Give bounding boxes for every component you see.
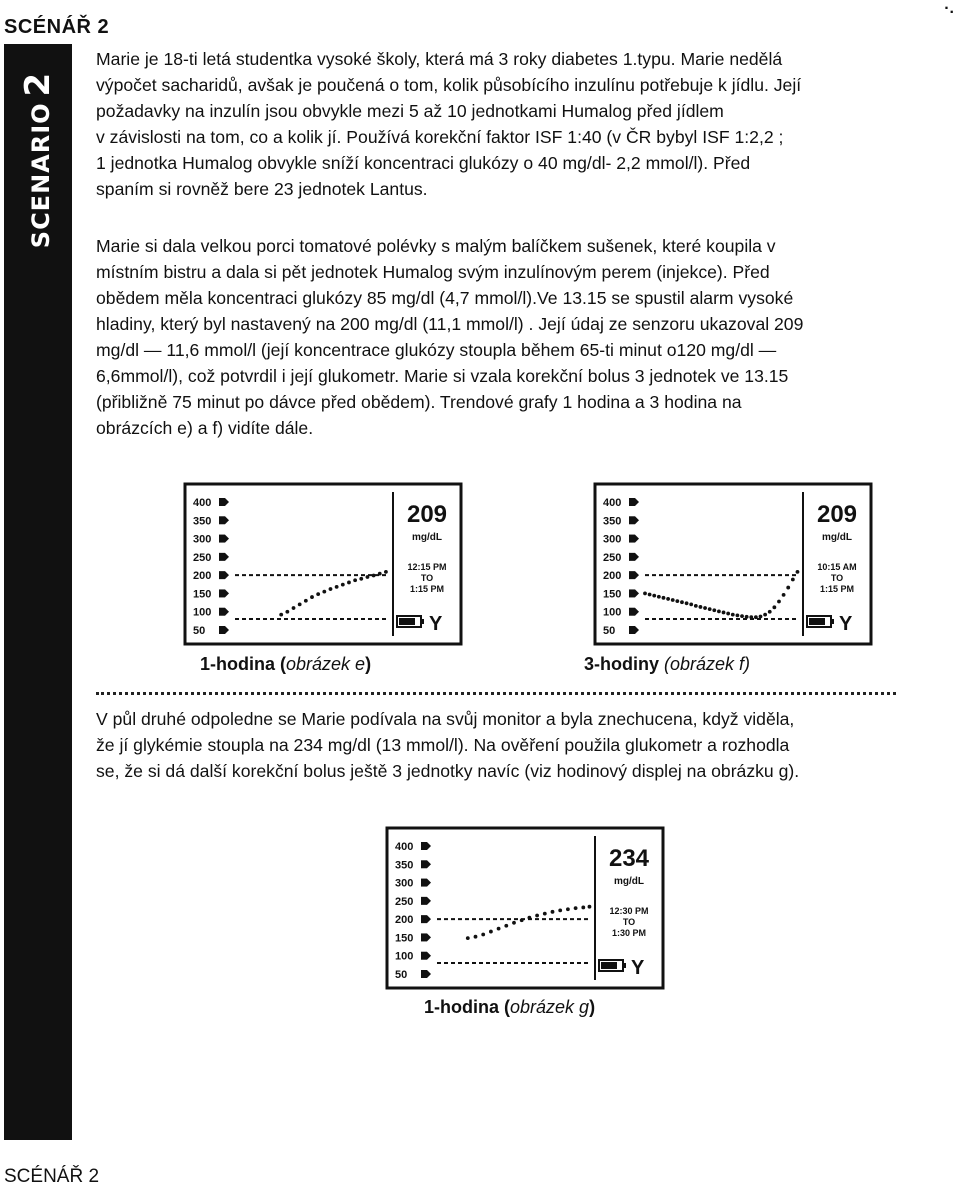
chart-1-data-point <box>763 613 767 617</box>
chart-1-data-point <box>717 609 721 613</box>
chart-2-data-point <box>474 935 478 939</box>
chart-0-y-tick-label: 100 <box>193 606 212 619</box>
text-line: spaním si rovněž bere 23 jednotek Lantus. <box>96 179 428 199</box>
chart-2-data-point <box>535 914 539 918</box>
chart-2-y-tick-label: 50 <box>395 969 408 981</box>
chart-1-data-point <box>685 601 689 605</box>
chart-1-data-point <box>712 608 716 612</box>
chart-1-data-point <box>726 612 730 616</box>
caption-e-bold: 1-hodina ( <box>200 654 286 674</box>
chart-1-data-point <box>754 615 758 619</box>
chart-1-y-tick-marker <box>629 589 635 597</box>
caption-e <box>200 654 371 675</box>
chart-2-data-point <box>574 906 578 910</box>
chart-0-time-to: 1:15 PM <box>409 584 445 594</box>
chart-2-y-tick-label: 100 <box>395 950 414 963</box>
chart-1-y-tick-marker <box>629 608 635 616</box>
corner-mark: ·. <box>944 0 954 17</box>
chart-1-data-point <box>652 594 656 598</box>
caption-g-italic: obrázek g <box>510 997 590 1017</box>
chart-2-y-tick-label: 400 <box>395 841 414 853</box>
chart-0-data-point <box>298 603 302 607</box>
chart-1-y-tick-label: 50 <box>603 625 616 637</box>
chart-0-y-tick-label: 200 <box>193 570 212 583</box>
chart-1-data-point <box>768 610 772 614</box>
text-line: výpočet sacharidů, avšak je poučená o tom, kolik působícího inzulínu potřebuje k jídlu. Její <box>96 75 802 95</box>
chart-1-y-tick-marker <box>629 498 635 506</box>
chart-1-data-point <box>777 600 781 604</box>
chart-2-data-point <box>581 906 585 910</box>
chart-1-y-tick-marker <box>629 516 635 524</box>
chart-2-trend-arrow-label: Y <box>631 957 645 979</box>
chart-2-data-point <box>512 921 516 925</box>
chart-2-y-tick-marker <box>421 897 427 905</box>
chart-2-y-tick-marker <box>421 879 427 887</box>
chart-2-data-point <box>497 927 501 931</box>
chart-0-data-point <box>279 613 283 617</box>
text-line: Marie si dala velkou porci tomatové polévky s malým balíčkem sušenek, které koupila v <box>96 236 776 256</box>
chart-1-y-tick-label: 150 <box>603 588 622 601</box>
chart-1-trend-arrow-label: Y <box>839 613 853 635</box>
cgm-display-1-hour-g <box>385 826 665 990</box>
chart-1-y-tick-marker <box>629 626 635 634</box>
caption-e-italic: obrázek e <box>286 654 366 674</box>
chart-0-data-point <box>378 572 382 576</box>
chart-2-battery-tip <box>623 963 626 968</box>
text-line: požadavky na inzulín jsou obvykle mezi 5 až 10 jednotkami Humalog před jídlem <box>96 101 724 121</box>
chart-0-y-tick-marker <box>219 516 225 524</box>
chart-0-data-point <box>322 590 326 594</box>
chart-2-y-tick-marker <box>421 860 427 868</box>
chart-0-y-tick-marker <box>219 626 225 634</box>
chart-0-y-tick-label: 50 <box>193 625 206 637</box>
chart-0-y-tick-label: 150 <box>193 588 212 601</box>
chart-1-y-tick-label: 250 <box>603 551 622 564</box>
cgm-display-1-hour-e <box>183 482 463 646</box>
text-line: Marie je 18-ti letá studentka vysoké školy, která má 3 roky diabetes 1.typu. Marie nedělá <box>96 49 783 69</box>
chart-1-data-point <box>759 615 763 619</box>
chart-1-time-to: 1:15 PM <box>819 584 855 594</box>
text-line: místním bistru a dala si pět jednotek Humalog svým inzulínovým perem (injekce). Před <box>96 262 770 282</box>
page-footer: SCÉNÁŘ 2 <box>4 1166 100 1187</box>
dotted-divider <box>96 692 896 695</box>
chart-2-data-point <box>528 916 532 920</box>
chart-0-data-point <box>341 583 345 587</box>
chart-1-time-from: 10:15 AM <box>817 562 857 572</box>
chart-0-data-point <box>316 592 320 596</box>
chart-1-battery-tip <box>831 619 834 624</box>
chart-0-data-point <box>353 578 357 582</box>
chart-2-y-tick-label: 300 <box>395 877 414 890</box>
chart-1-data-point <box>772 605 776 609</box>
chart-0-unit-label: mg/dL <box>412 532 442 543</box>
chart-1-data-point <box>699 605 703 609</box>
chart-0-y-tick-marker <box>219 589 225 597</box>
chart-1-data-point <box>708 607 712 611</box>
chart-0-y-tick-label: 400 <box>193 497 212 509</box>
caption-f-bold: 3-hodiny <box>584 654 664 674</box>
chart-2-data-point <box>520 918 524 922</box>
chart-2-time-from: 12:30 PM <box>609 906 649 916</box>
chart-0-data-point <box>372 574 376 578</box>
chart-1-data-point <box>666 597 670 601</box>
chart-1-data-point <box>731 613 735 617</box>
chart-0-data-point <box>285 610 289 614</box>
chart-0-battery-tip <box>421 619 424 624</box>
chart-2-time-to: 1:30 PM <box>611 928 647 938</box>
chart-1-data-point <box>703 606 707 610</box>
sidebar-label-text: SCENARIO <box>27 102 55 249</box>
chart-2-data-point <box>466 936 470 940</box>
text-line: (přibližně 75 minut po dávce před obědem). Trendové grafy 1 hodina a 3 hodina na <box>96 392 742 412</box>
chart-1-y-tick-label: 400 <box>603 497 622 509</box>
chart-0-y-tick-marker <box>219 498 225 506</box>
chart-0-data-point <box>292 606 296 610</box>
caption-f-italic: (obrázek f) <box>664 654 751 674</box>
sidebar-label-number: 2 <box>18 71 58 97</box>
chart-2-data-point <box>566 907 570 911</box>
chart-1-time-to-label: TO <box>830 573 844 583</box>
chart-0-y-tick-marker <box>219 608 225 616</box>
text-line: obrázcích e) a f) vidíte dále. <box>96 418 314 438</box>
chart-1-data-point <box>722 611 726 615</box>
chart-2-y-tick-marker <box>421 952 427 960</box>
caption-e-end: ) <box>365 654 372 674</box>
chart-2-y-tick-label: 250 <box>395 895 414 908</box>
chart-1-data-point <box>749 615 753 619</box>
chart-2-y-tick-marker <box>421 915 427 923</box>
caption-f <box>584 654 750 675</box>
chart-1-data-point <box>782 593 786 597</box>
paragraph-intro <box>96 46 952 202</box>
chart-0-data-point <box>310 595 314 599</box>
chart-0-y-tick-marker <box>219 535 225 543</box>
caption-g-end: ) <box>589 997 596 1017</box>
text-line: v závislosti na tom, co a kolik jí. Používá korekční faktor ISF 1:40 (v ČR bybyl ISF 1:2,2 ; <box>96 127 784 147</box>
chart-0-battery-fill <box>399 618 415 625</box>
chart-1-data-point <box>643 592 647 596</box>
chart-0-y-tick-label: 300 <box>193 533 212 546</box>
chart-2-y-tick-marker <box>421 970 427 978</box>
chart-2-glucose-reading: 234 <box>608 845 650 872</box>
chart-0-glucose-reading: 209 <box>406 501 448 528</box>
chart-0-data-point <box>366 575 370 579</box>
chart-1-y-tick-label: 350 <box>603 515 622 528</box>
chart-2-y-tick-label: 350 <box>395 859 414 872</box>
chart-1-data-point <box>736 613 740 617</box>
chart-2-y-tick-marker <box>421 933 427 941</box>
paragraph-lunch <box>96 233 952 441</box>
chart-0-data-point <box>359 577 363 581</box>
chart-0-y-tick-marker <box>219 553 225 561</box>
text-line: že jí glykémie stoupla na 234 mg/dl (13 mmol/l). Na ověření použila glukometr a rozhodla <box>96 735 790 755</box>
chart-1-data-point <box>662 596 666 600</box>
chart-1-y-tick-marker <box>629 571 635 579</box>
text-line: 1 jednotka Humalog obvykle sníží koncentraci glukózy o 40 mg/dl- 2,2 mmol/l). Před <box>96 153 751 173</box>
chart-2-data-point <box>543 912 547 916</box>
chart-0-data-point <box>335 585 339 589</box>
chart-1-data-point <box>648 593 652 597</box>
chart-1-unit-label: mg/dL <box>822 532 852 543</box>
chart-1-y-tick-label: 200 <box>603 570 622 583</box>
chart-2-unit-label: mg/dL <box>614 876 644 887</box>
chart-2-data-point <box>588 905 592 909</box>
text-line: se, že si dá další korekční bolus ještě 3 jednotky navíc (viz hodinový displej na obrázku g). <box>96 761 800 781</box>
chart-0-trend-arrow-label: Y <box>429 613 443 635</box>
chart-1-y-tick-marker <box>629 553 635 561</box>
chart-1-data-point <box>671 598 675 602</box>
text-line: mg/dl — 11,6 mmol/l (její koncentrace glukózy stoupla během 65-ti minut o120 mg/dl — <box>96 340 777 360</box>
chart-1-glucose-reading: 209 <box>816 501 858 528</box>
chart-0-time-from: 12:15 PM <box>407 562 447 572</box>
chart-1-y-tick-label: 300 <box>603 533 622 546</box>
text-line: hladiny, který byl nastavený na 200 mg/dl (11,1 mmol/l) . Její údaj ze senzoru ukazoval 209 <box>96 314 804 334</box>
chart-0-time-to-label: TO <box>420 573 434 583</box>
chart-2-data-point <box>551 910 555 914</box>
chart-1-data-point <box>745 615 749 619</box>
chart-0-data-point <box>304 599 308 603</box>
chart-2-battery-fill <box>601 962 617 969</box>
paragraph-afternoon <box>96 706 952 784</box>
chart-0-data-point <box>347 581 351 585</box>
text-line: obědem měla koncentraci glukózy 85 mg/dl (4,7 mmol/l).Ve 13.15 se spustil alarm vysoké <box>96 288 794 308</box>
caption-g <box>424 997 595 1018</box>
chart-1-data-point <box>791 578 795 582</box>
chart-2-y-tick-marker <box>421 842 427 850</box>
sidebar-label <box>6 70 70 250</box>
chart-1-y-tick-label: 100 <box>603 606 622 619</box>
chart-0-y-tick-marker <box>219 571 225 579</box>
chart-0-data-point <box>384 570 388 574</box>
chart-2-y-tick-label: 200 <box>395 914 414 927</box>
text-line: V půl druhé odpoledne se Marie podívala na svůj monitor a byla znechucena, když viděla, <box>96 709 795 729</box>
chart-0-y-tick-label: 350 <box>193 515 212 528</box>
chart-0-y-tick-label: 250 <box>193 551 212 564</box>
chart-2-data-point <box>504 924 508 928</box>
chart-1-battery-fill <box>809 618 825 625</box>
chart-1-data-point <box>796 570 800 574</box>
chart-2-time-to-label: TO <box>622 917 636 927</box>
chart-2-data-point <box>489 930 493 934</box>
chart-0-data-point <box>329 587 333 591</box>
chart-2-data-point <box>558 908 562 912</box>
caption-g-bold: 1-hodina ( <box>424 997 510 1017</box>
text-line: 6,6mmol/l), což potvrdil i její glukometr. Marie si vzala korekční bolus 3 jednotek ve 13.15 <box>96 366 789 386</box>
chart-1-data-point <box>680 600 684 604</box>
chart-1-data-point <box>675 599 679 603</box>
chart-1-data-point <box>657 595 661 599</box>
chart-2-data-point <box>481 933 485 937</box>
chart-1-data-point <box>740 614 744 618</box>
chart-1-y-tick-marker <box>629 535 635 543</box>
page-header: SCÉNÁŘ 2 <box>4 16 110 38</box>
chart-1-data-point <box>786 586 790 590</box>
chart-2-y-tick-label: 150 <box>395 932 414 945</box>
cgm-display-3-hours-f <box>593 482 873 646</box>
chart-1-data-point <box>689 603 693 607</box>
chart-1-data-point <box>694 604 698 608</box>
